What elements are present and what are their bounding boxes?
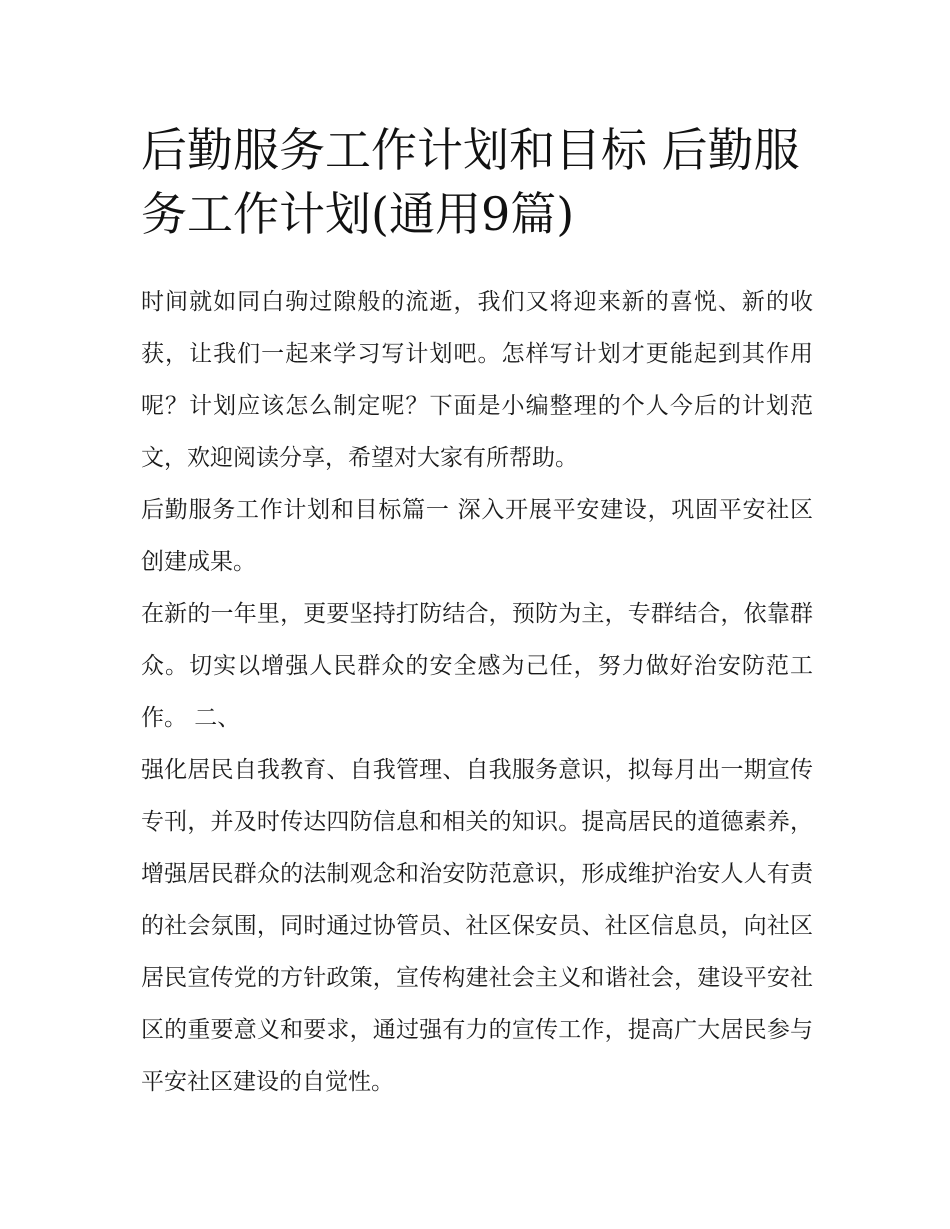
document-title: 后勤服务工作计划和目标 后勤服务工作计划(通用9篇) [141, 123, 800, 241]
paragraph-intro: 时间就如同白驹过隙般的流逝，我们又将迎来新的喜悦、新的收获，让我们一起来学习写计划吧。怎样写计划才更能起到其作用呢？计划应该怎么制定呢？下面是小编整理的个人今后的计划范文，欢迎阅读分享，希望对大家有所帮助。 [141, 289, 813, 471]
document-body [141, 276, 813, 1108]
paragraph-self-education: 强化居民自我教育、自我管理、自我服务意识，拟每月出一期宣传专刊，并及时传达四防信息和相关的知识。提高居民的道德素养，增强居民群众的法制观念和治安防范意识，形成维护治安人人有责的社会氛围，同时通过协管员、社区保安员、社区信息员，向社区居民宣传党的方针政策，宣传构建社会主义和谐社会，建设平安社区的重要意义和要求，通过强有力的宣传工作，提高广大居民参与平安社区建设的自觉性。 [141, 757, 813, 1095]
paragraph-section-one-heading: 后勤服务工作计划和目标篇一 深入开展平安建设，巩固平安社区创建成果。 [141, 497, 813, 575]
paragraph-prevention: 在新的一年里，更要坚持打防结合，预防为主，专群结合，依靠群众。切实以增强人民群众的安全感为己任，努力做好治安防范工作。 二、 [141, 601, 813, 731]
document-content [141, 118, 813, 1108]
